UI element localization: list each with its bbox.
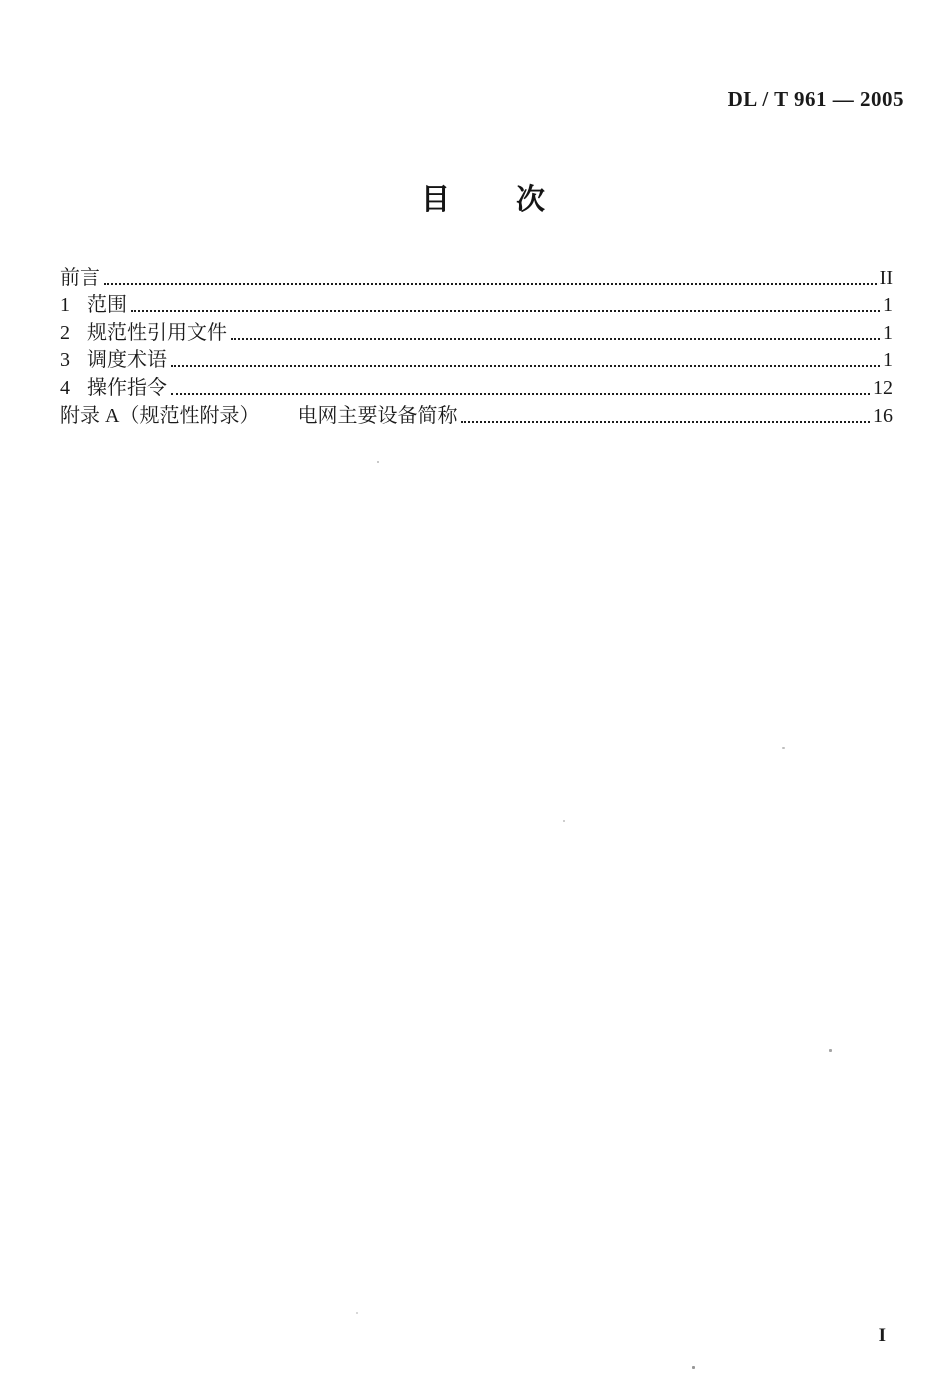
scan-speck <box>563 820 565 822</box>
toc-entry-label: 前言 <box>60 266 100 289</box>
toc-entry-page: 1 <box>883 294 893 317</box>
page-title <box>8 177 950 218</box>
toc-entry-page: II <box>879 266 893 289</box>
title-char-1: 目 <box>420 182 450 216</box>
scan-speck <box>782 747 785 749</box>
dot-leader <box>171 393 870 395</box>
toc-entry-page: 1 <box>883 321 893 344</box>
scan-speck <box>377 461 379 463</box>
table-of-contents <box>60 263 893 429</box>
folio-page-number: I <box>878 1325 886 1346</box>
toc-entry-number: 4 <box>60 376 70 399</box>
toc-entry-label-2: 电网主要设备简称 <box>297 404 458 427</box>
dot-leader <box>461 421 870 423</box>
toc-entry-label: 范围 <box>87 294 127 317</box>
toc-entry-number: 2 <box>60 321 70 344</box>
toc-entry-operation-orders <box>60 373 893 401</box>
toc-entry-page: 16 <box>873 404 893 427</box>
toc-entry-normative-references <box>60 318 893 346</box>
dot-leader <box>231 338 880 340</box>
toc-entry-page: 1 <box>883 349 893 372</box>
scan-speck <box>692 1366 695 1369</box>
toc-entry-scope <box>60 291 893 319</box>
dot-leader <box>131 310 880 312</box>
toc-entry-label: 规范性引用文件 <box>87 321 227 344</box>
dot-leader <box>171 365 880 367</box>
toc-entry-dispatch-terms <box>60 346 893 374</box>
toc-entry-number: 3 <box>60 349 70 372</box>
toc-entry-foreword <box>60 263 893 291</box>
toc-entry-label: 调度术语 <box>87 349 167 372</box>
standard-number: DL / T 961 — 2005 <box>727 87 904 111</box>
scan-speck <box>356 1312 358 1314</box>
toc-entry-appendix-a <box>60 401 893 429</box>
title-char-2: 次 <box>516 182 546 216</box>
toc-entry-page: 12 <box>873 376 893 399</box>
toc-entry-label: 操作指令 <box>87 376 167 399</box>
toc-entry-number: 1 <box>60 294 70 317</box>
toc-entry-label: 附录 A（规范性附录） <box>60 404 260 427</box>
dot-leader <box>104 283 877 285</box>
scan-speck <box>829 1049 832 1052</box>
